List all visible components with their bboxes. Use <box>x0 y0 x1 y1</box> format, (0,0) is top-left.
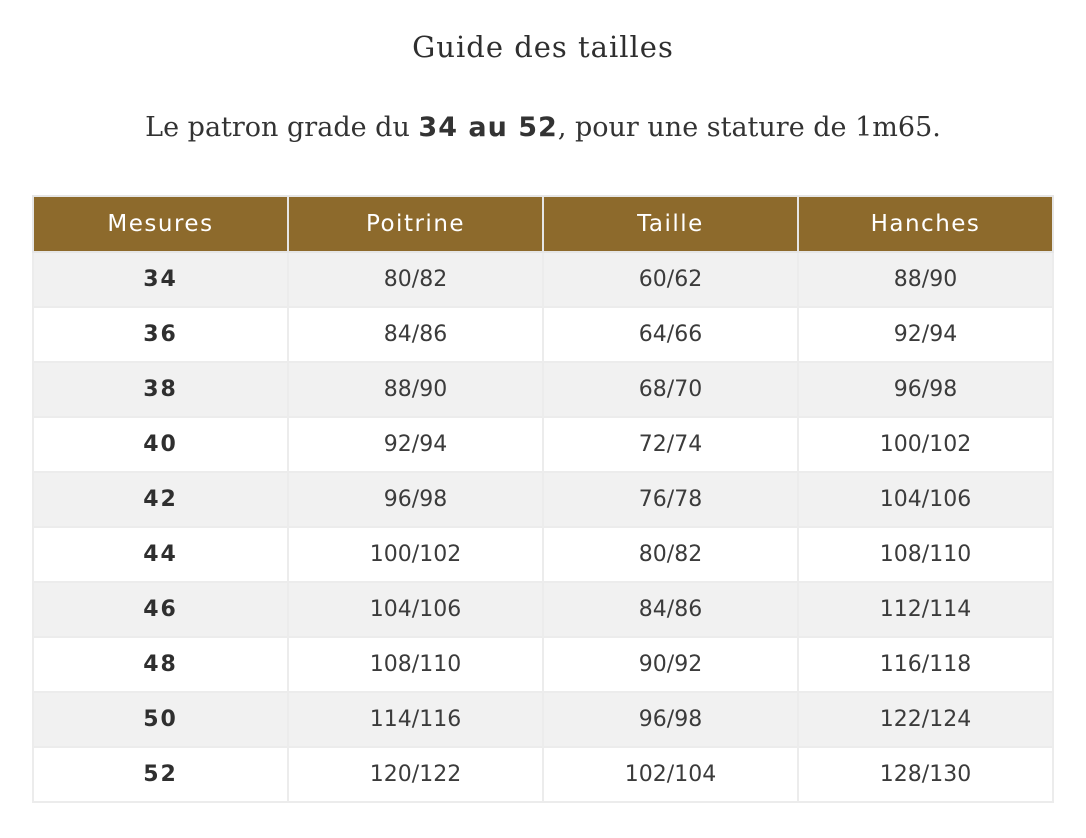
size-cell: 46 <box>33 582 288 637</box>
subtitle-prefix: Le patron grade du <box>145 112 419 143</box>
header-poitrine: Poitrine <box>288 196 543 252</box>
chest-cell: 104/106 <box>288 582 543 637</box>
chest-cell: 92/94 <box>288 417 543 472</box>
table-body <box>33 252 1053 802</box>
hips-cell: 122/124 <box>798 692 1053 747</box>
header-mesures: Mesures <box>33 196 288 252</box>
waist-cell: 64/66 <box>543 307 798 362</box>
subtitle-suffix: , pour une stature de 1m65. <box>557 112 941 143</box>
chest-cell: 96/98 <box>288 472 543 527</box>
chest-cell: 100/102 <box>288 527 543 582</box>
table-row <box>33 252 1053 307</box>
size-cell: 34 <box>33 252 288 307</box>
waist-cell: 72/74 <box>543 417 798 472</box>
chest-cell: 80/82 <box>288 252 543 307</box>
header-taille: Taille <box>543 196 798 252</box>
header-hanches: Hanches <box>798 196 1053 252</box>
table-header-row <box>33 196 1053 252</box>
waist-cell: 102/104 <box>543 747 798 802</box>
hips-cell: 108/110 <box>798 527 1053 582</box>
subtitle-range-start: 34 <box>418 112 458 143</box>
table-row <box>33 692 1053 747</box>
table-row <box>33 637 1053 692</box>
table-row <box>33 582 1053 637</box>
waist-cell: 90/92 <box>543 637 798 692</box>
size-cell: 48 <box>33 637 288 692</box>
waist-cell: 68/70 <box>543 362 798 417</box>
size-cell: 52 <box>33 747 288 802</box>
waist-cell: 76/78 <box>543 472 798 527</box>
size-cell: 40 <box>33 417 288 472</box>
hips-cell: 100/102 <box>798 417 1053 472</box>
waist-cell: 84/86 <box>543 582 798 637</box>
chest-cell: 88/90 <box>288 362 543 417</box>
size-chart-table <box>32 195 1054 803</box>
size-cell: 44 <box>33 527 288 582</box>
subtitle-range-end: 52 <box>518 112 558 143</box>
hips-cell: 112/114 <box>798 582 1053 637</box>
hips-cell: 92/94 <box>798 307 1053 362</box>
table-header <box>33 196 1053 252</box>
chest-cell: 114/116 <box>288 692 543 747</box>
page-title: Guide des tailles <box>412 30 674 64</box>
hips-cell: 128/130 <box>798 747 1053 802</box>
chest-cell: 108/110 <box>288 637 543 692</box>
size-cell: 42 <box>33 472 288 527</box>
hips-cell: 116/118 <box>798 637 1053 692</box>
hips-cell: 104/106 <box>798 472 1053 527</box>
chest-cell: 120/122 <box>288 747 543 802</box>
table-row <box>33 747 1053 802</box>
table-row <box>33 362 1053 417</box>
table-row <box>33 527 1053 582</box>
subtitle-range-mid: au <box>458 112 519 143</box>
waist-cell: 80/82 <box>543 527 798 582</box>
hips-cell: 96/98 <box>798 362 1053 417</box>
table-row <box>33 417 1053 472</box>
size-range-description <box>0 112 1086 143</box>
size-cell: 50 <box>33 692 288 747</box>
table-row <box>33 472 1053 527</box>
waist-cell: 96/98 <box>543 692 798 747</box>
size-cell: 36 <box>33 307 288 362</box>
hips-cell: 88/90 <box>798 252 1053 307</box>
table-row <box>33 307 1053 362</box>
waist-cell: 60/62 <box>543 252 798 307</box>
size-cell: 38 <box>33 362 288 417</box>
chest-cell: 84/86 <box>288 307 543 362</box>
